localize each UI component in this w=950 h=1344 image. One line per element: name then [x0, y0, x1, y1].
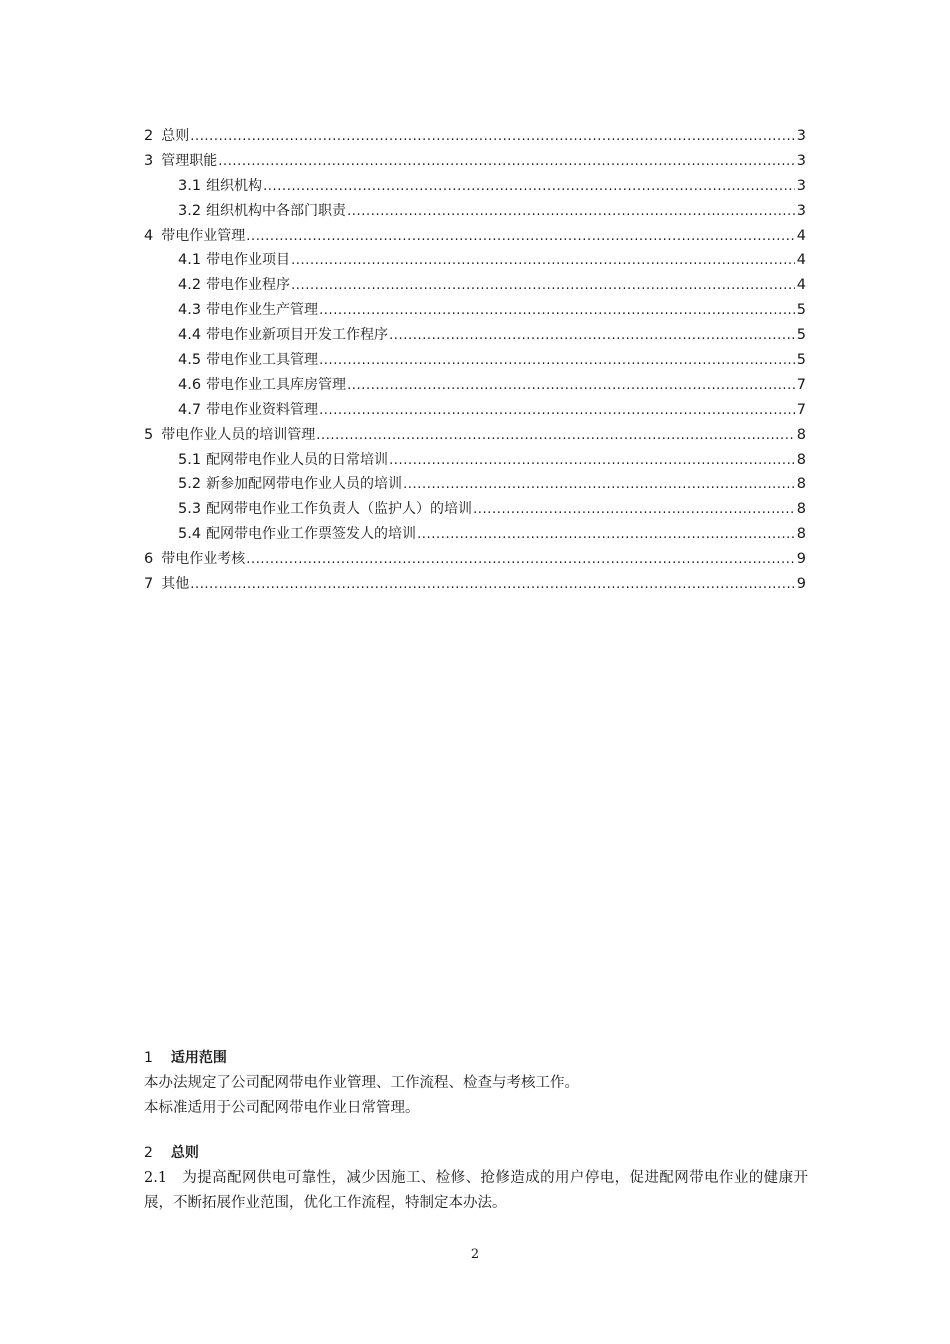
toc-entry-number: 5.2 — [178, 476, 202, 493]
toc-entry[interactable] — [144, 349, 806, 374]
toc-entry-page: 3 — [796, 202, 806, 219]
toc-entry-number: 5.1 — [178, 451, 202, 468]
toc-entry[interactable] — [144, 473, 806, 498]
toc-entry-number: 7 — [144, 576, 154, 593]
section-title: 总则 — [170, 1145, 199, 1161]
toc-dot-leader — [319, 352, 795, 368]
toc-entry-page: 3 — [796, 177, 806, 194]
toc-dot-leader — [389, 452, 795, 468]
table-of-contents — [144, 125, 806, 598]
toc-entry-title: 带电作业项目 — [206, 252, 291, 269]
toc-entry-title: 新参加配网带电作业人员的培训 — [206, 476, 403, 493]
toc-entry-title: 带电作业资料管理 — [206, 401, 319, 418]
toc-entry-number: 4.4 — [178, 327, 202, 344]
toc-entry-page: 4 — [796, 227, 806, 244]
toc-entry-page: 7 — [796, 401, 806, 418]
page-number: 2 — [470, 1247, 480, 1262]
toc-dot-leader — [347, 377, 795, 393]
toc-dot-leader — [218, 153, 795, 169]
toc-entry-number: 5.4 — [178, 526, 202, 543]
toc-entry-number: 4.1 — [178, 252, 202, 269]
toc-dot-leader — [403, 476, 795, 492]
section-title: 适用范围 — [170, 1050, 227, 1066]
toc-entry[interactable] — [144, 424, 806, 449]
toc-entry-title: 带电作业工具管理 — [206, 352, 319, 369]
toc-entry-page: 5 — [796, 302, 806, 319]
toc-entry[interactable] — [144, 299, 806, 324]
toc-entry-number: 3.2 — [178, 202, 202, 219]
toc-dot-leader — [319, 302, 795, 318]
toc-dot-leader — [190, 576, 795, 592]
toc-entry-title: 带电作业工具库房管理 — [206, 376, 347, 393]
toc-entry-number: 5.3 — [178, 501, 202, 518]
toc-entry-title: 带电作业生产管理 — [206, 302, 319, 319]
toc-dot-leader — [291, 277, 795, 293]
toc-entry-title: 配网带电作业工作负责人（监护人）的培训 — [206, 501, 473, 518]
toc-entry-page: 3 — [796, 152, 806, 169]
toc-dot-leader — [246, 228, 795, 244]
toc-entry-title: 带电作业考核 — [161, 551, 246, 568]
toc-entry-title: 带电作业新项目开发工作程序 — [206, 327, 389, 344]
toc-dot-leader — [246, 551, 795, 567]
toc-entry-page: 9 — [796, 576, 806, 593]
toc-entry-title: 带电作业程序 — [206, 277, 291, 294]
toc-dot-leader — [316, 427, 795, 443]
toc-entry-number: 3.1 — [178, 177, 202, 194]
toc-dot-leader — [417, 526, 795, 542]
toc-entry-number: 4.6 — [178, 376, 202, 393]
toc-entry-number: 4.3 — [178, 302, 202, 319]
toc-dot-leader — [319, 402, 795, 418]
toc-entry-page: 8 — [796, 501, 806, 518]
toc-entry-page: 8 — [796, 451, 806, 468]
toc-entry[interactable] — [144, 150, 806, 175]
toc-entry-title: 配网带电作业人员的日常培训 — [206, 451, 389, 468]
paragraph: 本办法规定了公司配网带电作业管理、工作流程、检查与考核工作。 — [144, 1075, 579, 1091]
toc-entry[interactable] — [144, 125, 806, 150]
toc-entry-page: 5 — [796, 352, 806, 369]
toc-dot-leader — [473, 501, 795, 517]
toc-entry-title: 带电作业管理 — [161, 227, 246, 244]
document-body — [144, 1046, 808, 1216]
section-heading-scope — [144, 1046, 808, 1071]
toc-entry-number: 5 — [144, 426, 154, 443]
toc-entry-number: 2 — [144, 128, 154, 144]
paragraph: 2.1 为提高配网供电可靠性，减少因施工、检修、抢修造成的用户停电，促进配网带电作业的健康开展，不断拓展作业范围，优化工作流程，特制定本办法。 — [144, 1170, 808, 1211]
toc-entry-title: 组织机构中各部门职责 — [206, 202, 347, 219]
toc-entry-title: 管理职能 — [161, 152, 218, 169]
section-number: 1 — [144, 1050, 153, 1066]
toc-entry-title: 其他 — [161, 576, 190, 593]
toc-entry[interactable] — [144, 498, 806, 523]
toc-entry-title: 总则 — [161, 128, 190, 144]
toc-entry[interactable] — [144, 374, 806, 399]
toc-entry-number: 4.2 — [178, 277, 202, 294]
toc-dot-leader — [263, 178, 795, 194]
toc-entry-page: 3 — [796, 128, 806, 144]
toc-entry-number: 4.7 — [178, 401, 202, 418]
toc-entry-title: 带电作业人员的培训管理 — [161, 426, 316, 443]
toc-entry[interactable] — [144, 399, 806, 424]
toc-entry-page: 9 — [796, 551, 806, 568]
toc-entry[interactable] — [144, 324, 806, 349]
toc-entry-title: 组织机构 — [206, 177, 263, 194]
paragraph: 本标准适用于公司配网带电作业日常管理。 — [144, 1100, 420, 1116]
toc-entry-page: 8 — [796, 476, 806, 493]
section-number: 2 — [144, 1145, 153, 1161]
toc-entry-page: 7 — [796, 376, 806, 393]
toc-dot-leader — [389, 327, 795, 343]
toc-entry-page: 4 — [796, 277, 806, 294]
toc-entry-page: 8 — [796, 526, 806, 543]
toc-entry[interactable] — [144, 225, 806, 250]
toc-entry[interactable] — [144, 449, 806, 474]
toc-entry-title: 配网带电作业工作票签发人的培训 — [206, 526, 417, 543]
toc-entry[interactable] — [144, 175, 806, 200]
toc-entry-number: 3 — [144, 152, 154, 169]
toc-entry-number: 6 — [144, 551, 154, 568]
toc-dot-leader — [190, 128, 795, 144]
toc-entry[interactable] — [144, 548, 806, 573]
toc-entry[interactable] — [144, 200, 806, 225]
toc-entry-page: 4 — [796, 252, 806, 269]
toc-entry-page: 5 — [796, 327, 806, 344]
toc-entry[interactable] — [144, 274, 806, 299]
toc-dot-leader — [347, 203, 795, 219]
toc-entry-number: 4 — [144, 227, 154, 244]
toc-entry[interactable] — [144, 573, 806, 598]
toc-entry-number: 4.5 — [178, 352, 202, 369]
toc-entry[interactable] — [144, 249, 806, 274]
toc-dot-leader — [291, 252, 795, 268]
toc-entry-page: 8 — [796, 426, 806, 443]
toc-entry[interactable] — [144, 523, 806, 548]
section-heading-general — [144, 1141, 808, 1166]
